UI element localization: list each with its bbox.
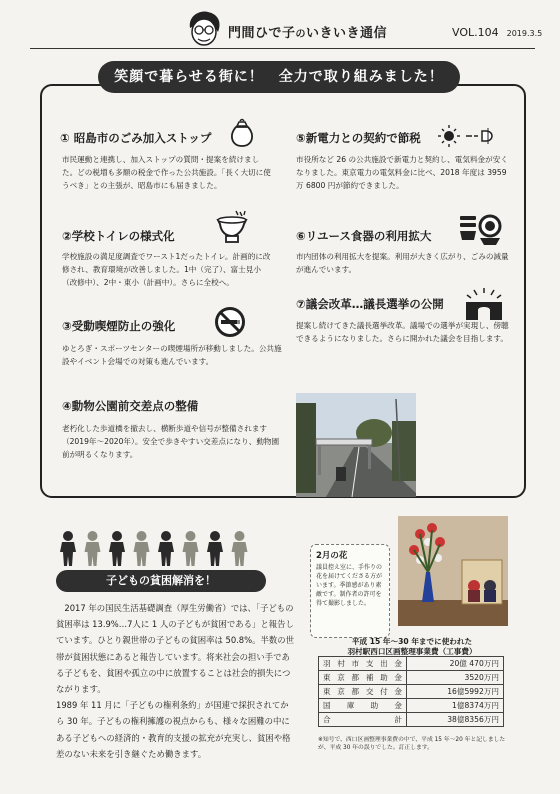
assembly-icon [464,288,504,322]
child-silhouette-icon [207,531,223,566]
child-silhouette-icon [232,531,248,566]
cost-value: 20億 470万円 [407,657,504,671]
section-5-body: 市役所など 26 の公共施設で新電力と契約し、電気料金が安くなりました。東京電力の電気料金に比べ、2018 年度は 3959 万 6800 円が節約できました。 [296,155,508,190]
flower-body: 議員控え室に、手作りの花を届けてくださる方がいます。季節感があり素敵です。制作者の許可を得て撮影しました。 [316,564,383,607]
child-silhouette-icon [183,531,199,566]
section-6-title: ⑥リユース食器の利用拡大 [296,229,432,243]
section-1-body: 市民運動と連携し、加入ストップの質問・提案を続けました。どの税増も多額の税金で作った公共施設。「長く大切に使うべき」との主張が、昭島市にも届きました。 [62,155,271,190]
sun-bulb-icon [438,124,498,148]
dishes-icon [458,212,502,248]
garbage-bag-icon [226,118,258,150]
cost-table-title [312,637,512,657]
table-row [319,713,504,727]
section-6-body: 市内団体の利用拡大を提案。利用が大きく広がり、ごみの減量が進んでいます。 [296,252,509,274]
correction-note: ※知号で、西口区画整理事業費の中で、平成 15 年〜20 年と記しましたが、平成 30 年の誤りでした。訂正します。 [318,737,506,751]
toilet-icon [212,208,252,244]
child-poverty-paragraph: 2017 年の国民生活基礎調査（厚生労働省）では、「子どもの貧困率は 13.9%…7人に 1 人の子どもが貧困である」と報告しています。ひとり親世帯の子どもの貧困率は 50.8%。半数の世帯が貧困状態にあると報告しています。将来社会の担い手である子どもを、貧困や孤立の中に放置することは社会的損失につながります。 [56,603,294,695]
child-silhouette-icon [60,531,76,566]
table-row [319,699,504,713]
section-7-body: 提案し続けてきた議長選挙改革。議場での選挙が実現し、傍聴できるようになりました。さらに開かれた議会を目指します。 [296,321,509,343]
main-banner: 笑顔で暮らせる街に！ 全力で取り組みました！ [98,61,460,93]
cost-title-line: 平成 15 年〜30 年までに使われた [351,637,473,646]
author-face-icon [184,8,224,48]
section-3-title: ③受動喫煙防止の強化 [62,319,176,333]
cost-label: 東京都補助金 [319,671,407,685]
title-part1: 門間ひで子 [228,26,296,41]
flower-caption [310,544,390,638]
header-divider [30,48,535,49]
cost-value: 1億8374万円 [407,699,504,713]
section-1-title: ① 昭島市のごみ加入ストップ [60,131,212,145]
flower-heading: 2月の花 [316,551,348,561]
cost-label: 国 庫 助 金 [319,699,407,713]
child-poverty-banner: 子どもの貧困解消を！ [56,570,266,592]
table-row [319,657,504,671]
child-silhouette-icon [158,531,174,566]
child-silhouette-icon [85,531,101,566]
section-4-title: ④動物公園前交差点の整備 [62,399,199,413]
cost-label: 羽村市支出金 [319,657,407,671]
section-5-title: ⑤新電力との契約で節税 [296,131,421,145]
section-4-body: 老朽化した歩道橋を撤去し、横断歩道や信号が整備されます（2019年〜2020年）。安全で歩きやすい交差点になり、動物園前が明るくなります。 [62,424,280,459]
cost-value: 38億8356万円 [407,713,504,727]
cost-table [318,656,504,727]
children-figures [56,530,252,568]
cost-label: 東京都交付金 [319,685,407,699]
title-small: の [295,29,307,40]
street-photo [296,393,416,497]
volume-number: VOL.104 [452,26,499,39]
section-2-title: ②学校トイレの様式化 [62,229,175,243]
no-smoking-icon [214,306,246,338]
issue-info [452,26,542,39]
cost-value: 16億5992万円 [407,685,504,699]
table-row [319,685,504,699]
title-part2: いきいき通信 [306,26,388,41]
cost-value: 3520万円 [407,671,504,685]
cost-label: 合 計 [319,713,407,727]
section-2-body: 学校施設の満足度調査でワースト1だったトイレ。計画的に改修され、教育環境が改善しました。1中（完了）、富士見小（改修中）、2中・東小（計画中）。さらに全校へ。 [62,252,271,287]
flower-photo [398,516,508,626]
table-row [319,671,504,685]
newsletter-title [228,22,387,41]
cost-title-line: 羽村駅西口区画整理事業費（工事費） [347,647,477,656]
child-silhouette-icon [109,531,125,566]
child-poverty-text [56,600,296,762]
section-7-title: ⑦議会改革…議長選挙の公開 [296,297,444,311]
issue-date: 2019.3.5 [506,29,543,38]
section-3-body: ゆとろぎ・スポーツセンターの喫煙場所が移動しました。公共施設やイベント会場での対策も進んでいます。 [62,344,282,366]
child-poverty-paragraph: 1989 年 11 月に「子どもの権利条約」が国連で採択されてから 30 年。子どもの権利擁護の視点からも、様々な困難の中にある子どもへの経済的・教育的支援の拡充が充実し、貧困や格差のない未来を引き継ぐため働きます。 [56,700,291,759]
child-silhouette-icon [134,531,150,566]
